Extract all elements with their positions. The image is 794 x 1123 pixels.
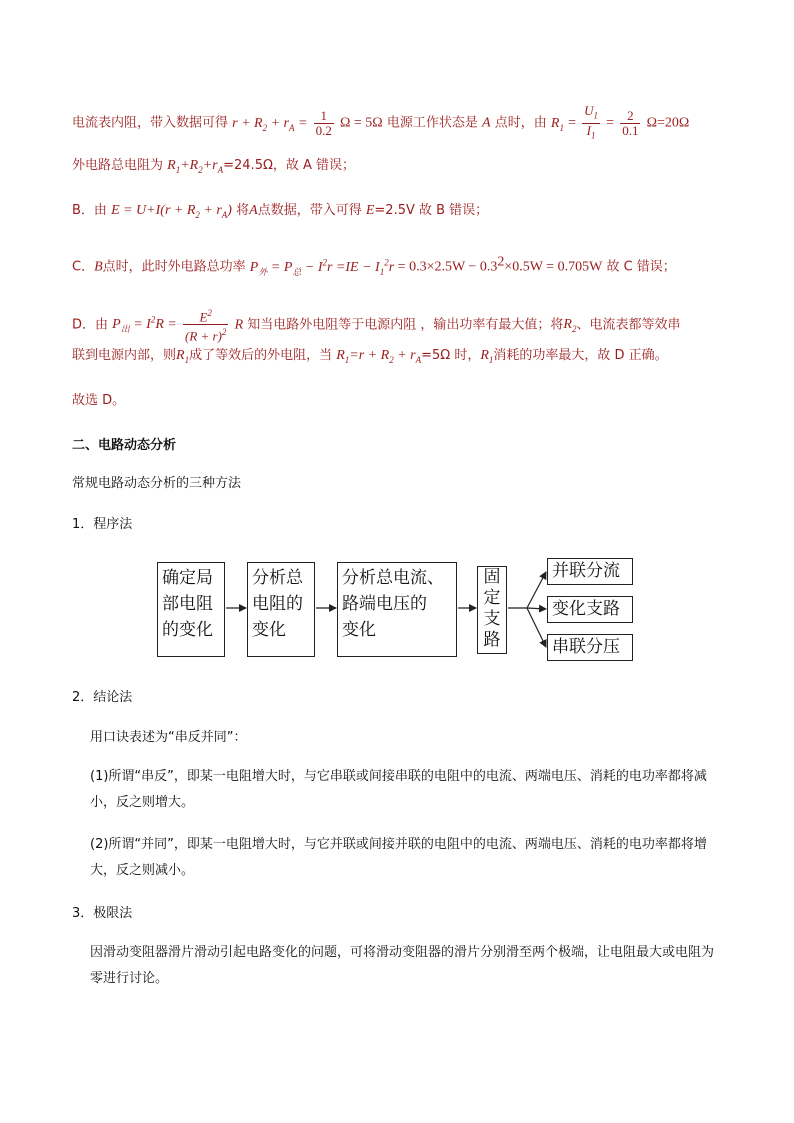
point-a: A xyxy=(482,115,491,131)
text: 外电路总电阻为 xyxy=(72,158,164,173)
frac-den: 0.1 xyxy=(622,122,639,138)
flow-out-series: 串联分压 xyxy=(547,634,633,661)
box-text: 定 xyxy=(483,588,501,608)
solution-option-d: D．由 $P_出 = I^2R$ = $\frac{E^2}{(R + r)^2}$ R 知当电路外电阻等于电源内阻 ，输出功率有最大值；将$R_2$、电流表都等效串 xyxy=(72,308,681,344)
eq-sub: A xyxy=(289,122,295,133)
text: B．由 xyxy=(72,203,107,218)
box-text: 变化 xyxy=(342,620,376,640)
box-text: 分析总 xyxy=(252,568,303,588)
power-equation: $P_外 = P_总 - I^2r =IE - I_1^2r$ xyxy=(249,257,395,277)
section-intro: 常规电路动态分析的三种方法 xyxy=(72,476,242,491)
solution-conclusion: 故选 D。 xyxy=(72,393,126,408)
solution-option-d-line-2: 联到电源内部，则$R_1$成了等效后的外电阻，当 $R_1=r + R_2 + r_A=5\Omega$ 时，$R_1$消耗的功率最大，故 D 正确。 xyxy=(72,348,668,365)
text: =2.5V 故 B 错误； xyxy=(374,203,489,218)
text: 电流表内阻，带入数据可得 xyxy=(72,115,229,131)
fraction-e2-over-rr2: $\frac{E^2}{(R + r)^2}$ xyxy=(184,308,227,344)
method-2-paragraph-1: (1)所谓“串反”，即某一电阻增大时，与它串联或间接串联的电阻中的电流、两端电压、消耗的电功率都将减小，反之则增大。 xyxy=(90,769,707,810)
arrow-mid xyxy=(527,608,546,609)
point-b: B xyxy=(94,259,103,275)
section-title: 二、电路动态分析 xyxy=(72,438,177,453)
text: 知当电路外电阻等于电源内阻 ，输出功率有最大值；将 xyxy=(247,317,564,333)
text: 故 C 错误； xyxy=(606,259,676,275)
frac-den: (R + r) xyxy=(184,328,222,344)
method-3-paragraph: 因滑动变阻器滑片滑动引起电路变化的问题，可将滑动变阻器的滑片分别滑至两个极端，让电阻最大或电阻为零进行讨论。 xyxy=(90,945,715,986)
box-text: 部电阻 xyxy=(162,594,213,614)
eq-part: ) xyxy=(227,203,232,218)
text: 点数据，带入可得 xyxy=(257,203,362,218)
frac-den: 0.2 xyxy=(315,122,332,138)
text: 消耗的功率最大，故 D 正确。 xyxy=(493,348,668,363)
frac-num: 2 xyxy=(620,109,640,124)
text: 电源工作状态是 xyxy=(386,115,478,131)
resistance-sum: $R_1+R_2+r_A$ xyxy=(167,158,224,175)
eq-result: Ω=20Ω xyxy=(646,115,690,131)
text: 点时，由 xyxy=(494,115,547,131)
flow-out-changing-branch: 变化支路 xyxy=(547,596,633,623)
box-text: 路端电压的 xyxy=(342,594,427,614)
text: D．由 xyxy=(72,317,109,333)
frac-sub: 1 xyxy=(590,130,596,141)
text: 联到电源内部，则 xyxy=(72,348,177,363)
frac-num: E xyxy=(199,309,208,325)
text: 成了等效后的外电阻，当 xyxy=(189,348,333,363)
solution-line-1: 电流表内阻，带入数据可得 $r + R_2 + r_A$ = $\frac{1}{0.2}$ Ω = 5Ω 电源工作状态是 A 点时，由 $R_1$ = $\frac{U_1}{I_1}$ = $\frac{2}{0.1}$ Ω=20Ω xyxy=(72,103,690,141)
box-text: 确定局 xyxy=(162,568,213,588)
frac-den: I xyxy=(586,122,591,138)
text: C． xyxy=(72,259,95,275)
box-text: 分析总电流、 xyxy=(342,568,444,588)
equivalent-resistance: $R_1=r + R_2 + r_A$ xyxy=(336,348,422,365)
text: 、电流表都等效串 xyxy=(576,317,681,333)
box-text: 路 xyxy=(483,630,501,650)
text: =24.5Ω，故 A 错误； xyxy=(223,158,356,173)
sym: R xyxy=(550,115,560,131)
eq-part: r + R xyxy=(232,115,263,131)
text: =5Ω 时， xyxy=(421,348,481,363)
text: 点时，此时外电路总功率 xyxy=(102,259,246,275)
box-text: 变化 xyxy=(252,620,286,640)
box-text: 固 xyxy=(483,567,501,587)
frac-num: 1 xyxy=(314,109,334,124)
eq-part: ×0.5W = 0.705W xyxy=(504,259,603,275)
eq-part: = xyxy=(294,115,308,131)
frac-num: U xyxy=(584,103,594,118)
flow-out-parallel: 并联分流 xyxy=(547,558,633,585)
frac-sub: 1 xyxy=(593,110,599,121)
equation-emf: $E = U+I(r + R_2 + r_A)$ xyxy=(111,203,232,220)
arrow-top xyxy=(527,572,546,608)
method-1-title: 1．程序法 xyxy=(72,517,133,532)
solution-option-b: B．由 $E = U+I(r + R_2 + r_A)$ 将A点数据，带入可得 E=2.5V 故 B 错误； xyxy=(72,203,489,220)
box-text: 的变化 xyxy=(162,620,213,640)
eq-result: Ω = 5Ω xyxy=(340,115,383,131)
emf-symbol: E xyxy=(365,203,375,218)
power-formula: $P_出 = I^2R$ = xyxy=(112,314,177,335)
method-2-paragraph-2: (2)所谓“并同”，即某一电阻增大时，与它并联或间接并联的电阻中的电流、两端电压、消耗的电功率都将增大，反之则减小。 xyxy=(90,837,707,878)
eq-part: + r xyxy=(199,203,222,218)
text: 将 xyxy=(236,203,250,218)
sym: R xyxy=(563,317,572,333)
box-text: 电阻的 xyxy=(252,594,303,614)
eq-sub: 2 xyxy=(262,122,268,133)
eq-part: + r xyxy=(267,115,290,131)
eq-part: E = U+I(r + R xyxy=(111,203,196,218)
r2-symbol: $R_2$ xyxy=(563,317,577,335)
solution-option-c: C．B点时，此时外电路总功率 $P_外 = P_总 - I^2r =IE - I_1^2r = 0.3\times 2.5W - 0.3^2\times 0.5W = 0.705W$ 故 C 错误； xyxy=(72,254,676,277)
box-text: 支 xyxy=(483,609,501,629)
method-2-intro: 用口诀表述为“串反并同”： xyxy=(90,730,247,745)
method-3-title: 3．极限法 xyxy=(72,906,133,921)
sym-sub: 1 xyxy=(559,122,564,133)
method-2-title: 2．结论法 xyxy=(72,690,133,705)
eq-part: = 0.3×2.5W − 0.3 xyxy=(394,259,498,275)
arrow-bottom xyxy=(527,608,546,647)
